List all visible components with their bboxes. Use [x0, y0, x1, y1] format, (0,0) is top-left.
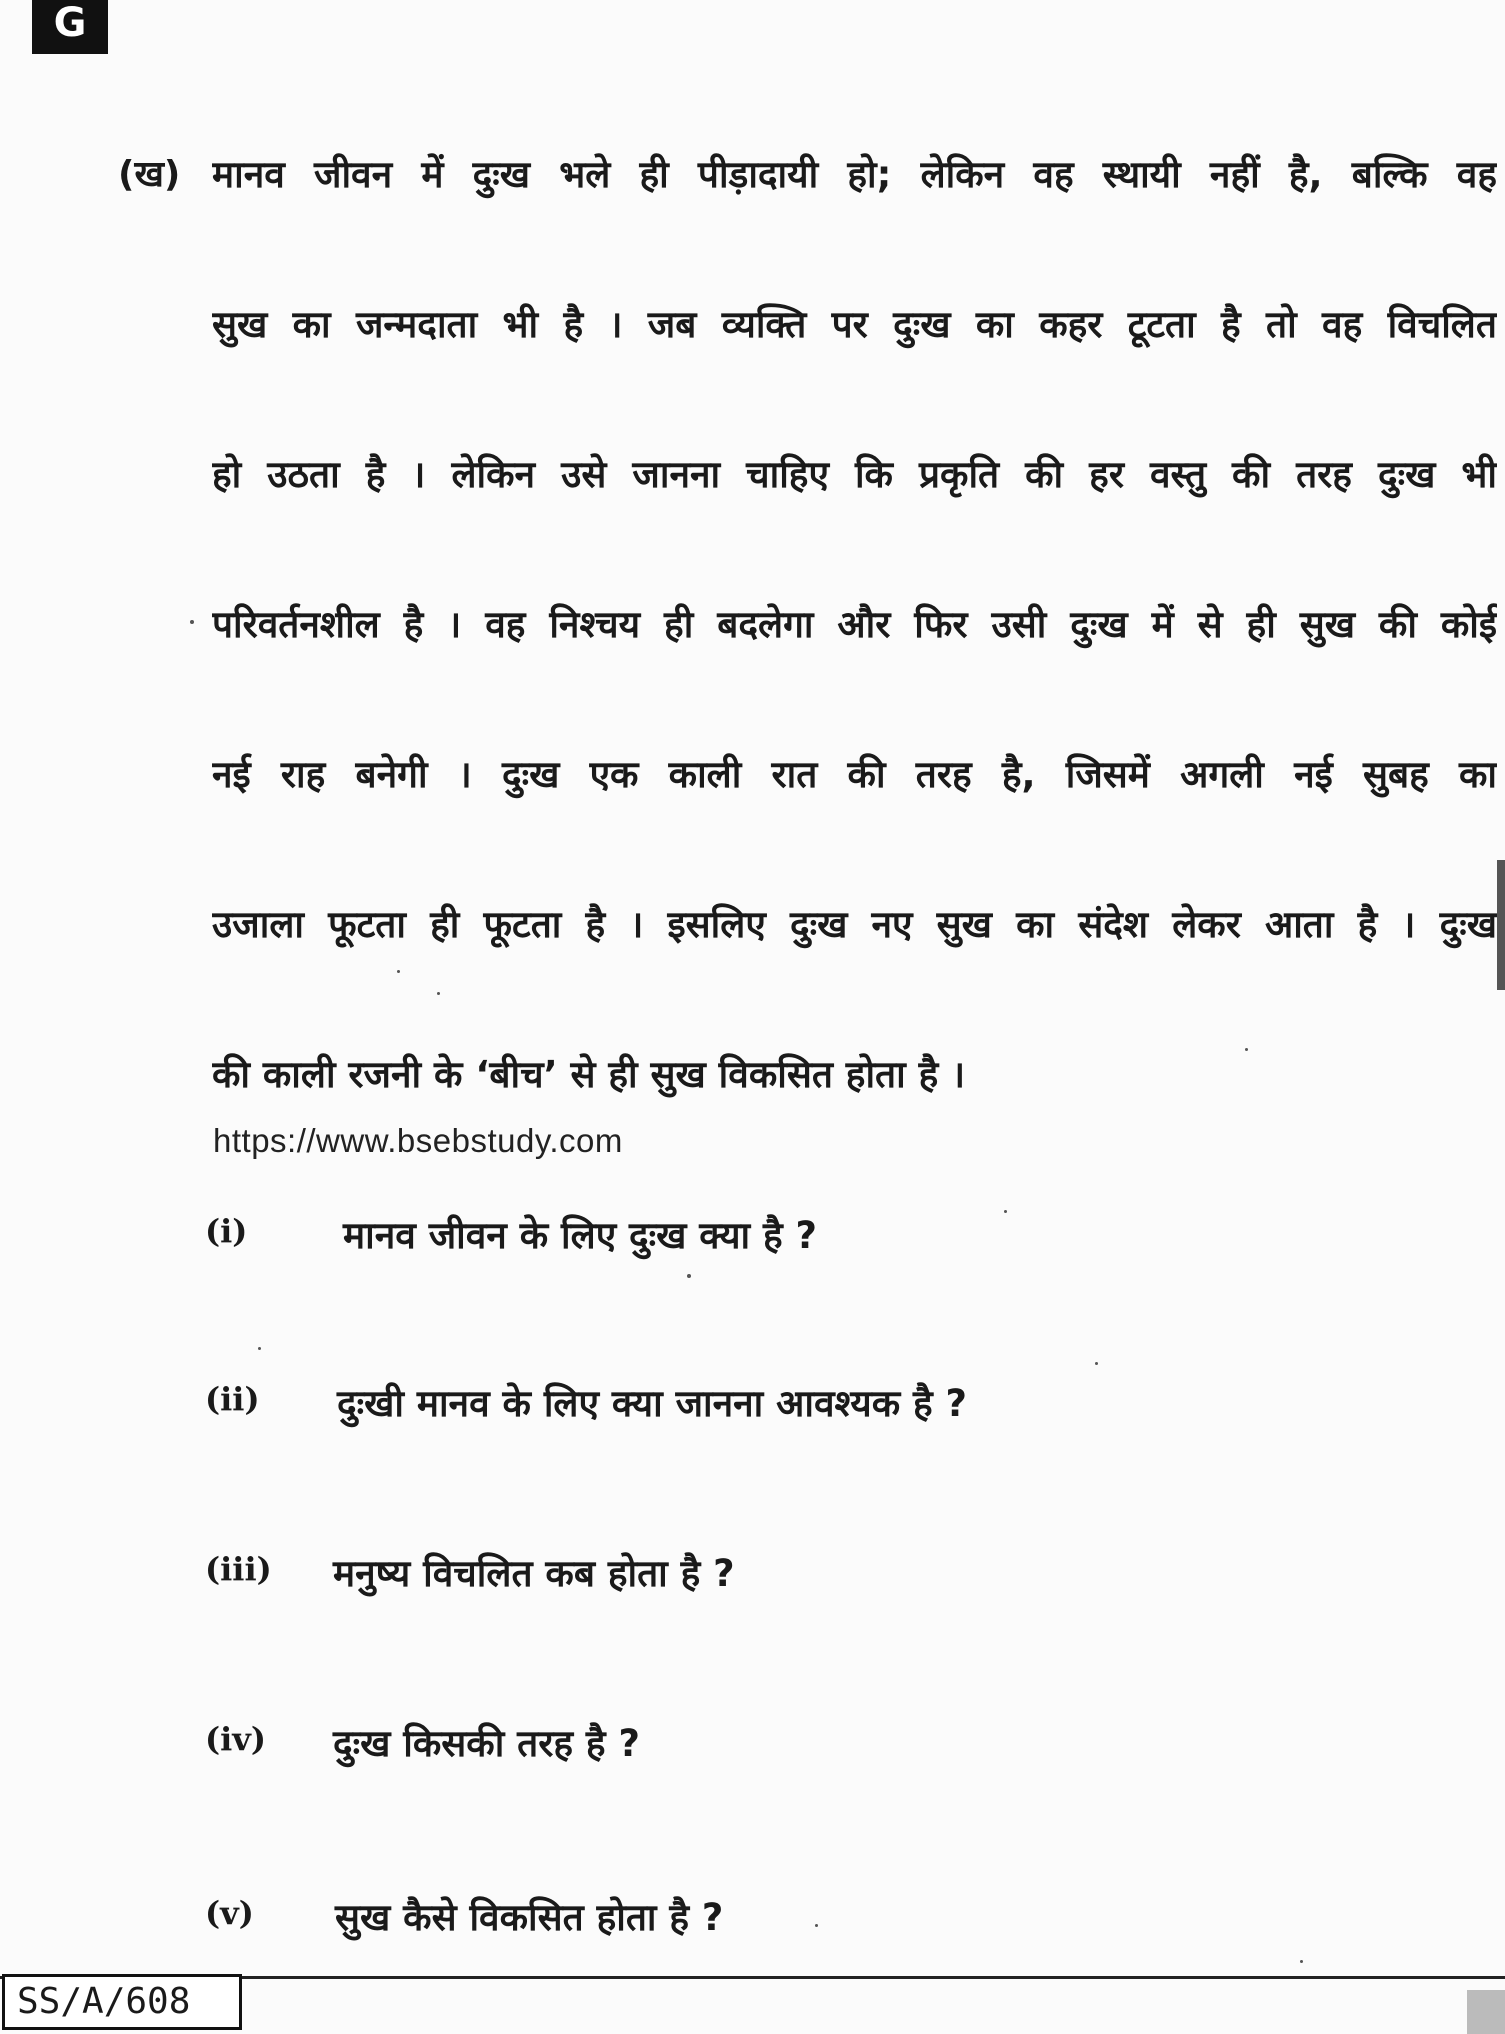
- paper-code: SS/A/608: [2, 1974, 242, 2030]
- passage-line: नई राह बनेगी । दुःख एक काली रात की तरह है, जिसमें अगली नई सुबह का: [212, 753, 1497, 796]
- page-corner-fold: [1467, 1990, 1505, 2034]
- passage: [212, 100, 1497, 1150]
- passage-line: उजाला फूटता ही फूटता है । इसलिए दुःख नए सुख का संदेश लेकर आता है । दुःख: [212, 903, 1497, 946]
- watermark-url: https://www.bsebstudy.com: [213, 1122, 623, 1159]
- question-number: (iv): [205, 1720, 267, 1758]
- passage-line: सुख का जन्मदाता भी है । जब व्यक्ति पर दुःख का कहर टूटता है तो वह विचलित: [212, 303, 1497, 346]
- scan-speck: [687, 1274, 691, 1278]
- question-number: (iii): [205, 1550, 272, 1588]
- scan-edge-shadow: [1497, 860, 1505, 990]
- question-text: दुःख किसकी तरह है ?: [333, 1722, 640, 1765]
- question-number: (i): [205, 1212, 248, 1250]
- question-number: (v): [205, 1894, 254, 1932]
- question-text: मानव जीवन के लिए दुःख क्या है ?: [343, 1214, 818, 1257]
- scan-speck: [1300, 1960, 1303, 1963]
- scan-speck: [815, 1924, 818, 1927]
- scan-speck: [190, 620, 194, 624]
- passage-label: (ख): [118, 154, 181, 195]
- scan-speck: [258, 1347, 261, 1350]
- passage-line: हो उठता है । लेकिन उसे जानना चाहिए कि प्रकृति की हर वस्तु की तरह दुःख भी: [212, 453, 1497, 496]
- question-text: सुख कैसे विकसित होता है ?: [335, 1896, 724, 1939]
- passage-line: मानव जीवन में दुःख भले ही पीड़ादायी हो; लेकिन वह स्थायी नहीं है, बल्कि वह: [212, 153, 1497, 196]
- scan-speck: [1095, 1362, 1098, 1365]
- question-text: मनुष्य विचलित कब होता है ?: [333, 1552, 735, 1595]
- question-text: दुःखी मानव के लिए क्या जानना आवश्यक है ?: [337, 1382, 968, 1425]
- scan-speck: [397, 970, 400, 973]
- set-badge: G: [32, 0, 108, 54]
- passage-line: की काली रजनी के ‘बीच’ से ही सुख विकसित होता है ।: [212, 1053, 966, 1096]
- scan-speck: [437, 992, 440, 995]
- passage-line: परिवर्तनशील है । वह निश्चय ही बदलेगा और फिर उसी दुःख में से ही सुख की कोई: [212, 603, 1497, 646]
- scan-speck: [1004, 1210, 1007, 1213]
- question-number: (ii): [205, 1380, 260, 1418]
- scan-speck: [1245, 1048, 1248, 1051]
